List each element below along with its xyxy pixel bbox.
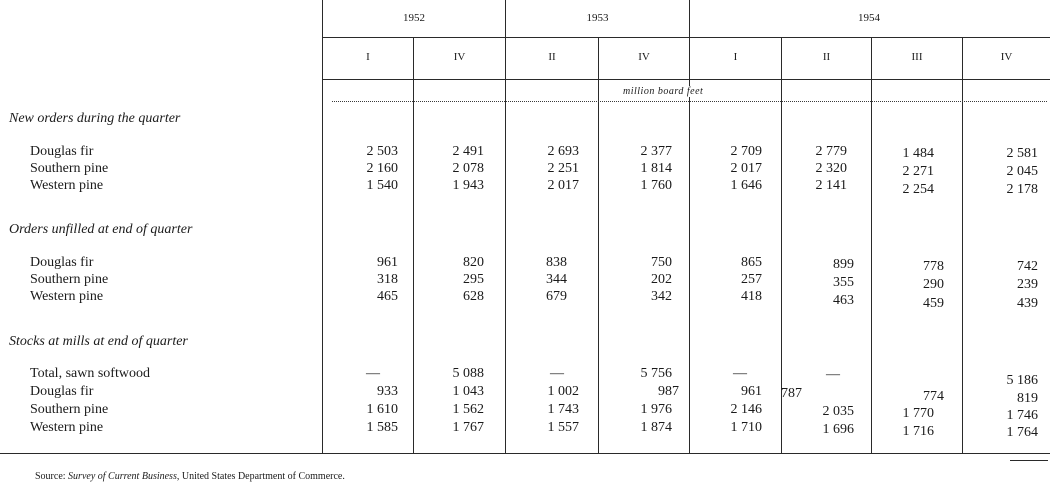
table-cell: 2 503 <box>366 144 398 159</box>
quarter-header: II <box>822 51 831 63</box>
table-cell: 838 <box>546 255 567 270</box>
row-label: Douglas fir <box>30 144 94 159</box>
table-cell: 2 017 <box>730 161 762 176</box>
table-cell: 628 <box>463 289 484 304</box>
table-cell: 2 251 <box>547 161 579 176</box>
year-header-rule <box>322 37 1050 38</box>
unit-label: million board feet <box>618 86 708 97</box>
table-cell: 342 <box>651 289 672 304</box>
table-cell: 865 <box>741 255 762 270</box>
table-cell: 1 943 <box>452 178 484 193</box>
table-cell: 2 078 <box>452 161 484 176</box>
table-cell: 820 <box>463 255 484 270</box>
row-label: Western pine <box>30 289 104 304</box>
table-cell: 2 271 <box>902 164 934 179</box>
table-cell: — <box>826 367 840 382</box>
table-cell: 750 <box>651 255 672 270</box>
table-cell: 318 <box>377 272 398 287</box>
quarter-header: III <box>911 51 923 63</box>
table-cell: 257 <box>741 272 762 287</box>
row-label: Southern pine <box>30 402 109 417</box>
table-cell: 1 976 <box>640 402 672 417</box>
table-cell: 1 743 <box>547 402 579 417</box>
table-cell: 1 540 <box>366 178 398 193</box>
table-cell: 2 254 <box>902 182 934 197</box>
table-cell: 2 693 <box>547 144 579 159</box>
table-cell: 2 779 <box>815 144 847 159</box>
table-cell: 679 <box>546 289 567 304</box>
table-cell: — <box>366 366 380 381</box>
table-cell: 933 <box>377 384 398 399</box>
table-cell: 2 035 <box>822 404 854 419</box>
table-cell: 1 696 <box>822 422 854 437</box>
table-cell: 1 710 <box>730 420 762 435</box>
table-cell: 295 <box>463 272 484 287</box>
table-cell: 344 <box>546 272 567 287</box>
section-title: New orders during the quarter <box>9 111 181 126</box>
table-cell: 2 045 <box>1006 164 1038 179</box>
table-cell: 2 581 <box>1006 146 1038 161</box>
row-label: Southern pine <box>30 161 109 176</box>
table-cell: 961 <box>741 384 762 399</box>
table-cell: 2 377 <box>640 144 672 159</box>
table-cell: 1 585 <box>366 420 398 435</box>
table-cell: 1 764 <box>1006 425 1038 440</box>
table-cell: 418 <box>741 289 762 304</box>
quarter-header-rule <box>322 79 1050 80</box>
source-publication: Survey of Current Business <box>68 471 177 482</box>
table-cell: 1 562 <box>452 402 484 417</box>
table-cell: 1 646 <box>730 178 762 193</box>
quarter-header: I <box>366 51 370 63</box>
table-cell: 1 767 <box>452 420 484 435</box>
table-cell: 2 017 <box>547 178 579 193</box>
table-cell: 1 814 <box>640 161 672 176</box>
table-cell: 1 874 <box>640 420 672 435</box>
table-cell: 459 <box>923 296 944 311</box>
source-suffix: , United States Department of Commerce. <box>176 471 345 482</box>
table-cell: 2 491 <box>452 144 484 159</box>
table-cell: 2 320 <box>815 161 847 176</box>
table-cell: 1 610 <box>366 402 398 417</box>
table-cell: 1 484 <box>902 146 934 161</box>
year-header: 1954 <box>858 12 880 24</box>
section-title: Stocks at mills at end of quarter <box>9 334 188 349</box>
table-cell: 2 146 <box>730 402 762 417</box>
table-cell: 961 <box>377 255 398 270</box>
table-cell: 742 <box>1017 259 1038 274</box>
table-cell: 5 186 <box>1006 373 1038 388</box>
table-cell: 2 160 <box>366 161 398 176</box>
table-cell: 239 <box>1017 277 1038 292</box>
quarter-header: I <box>733 51 738 63</box>
row-label: Western pine <box>30 420 104 435</box>
table-bottom-rule <box>0 453 1050 454</box>
table-cell: 1 716 <box>902 424 934 439</box>
table-cell: 778 <box>923 259 944 274</box>
end-rule <box>1010 460 1048 461</box>
table-cell: 355 <box>833 275 854 290</box>
table-cell: 1 002 <box>547 384 579 399</box>
table-cell: 1 770 <box>902 406 934 421</box>
table-cell: 465 <box>377 289 398 304</box>
table-cell: 5 088 <box>452 366 484 381</box>
table-cell: — <box>733 366 747 381</box>
source-prefix: Source: <box>35 471 69 482</box>
year-header: 1952 <box>403 12 425 24</box>
table-cell: 987 <box>658 384 679 399</box>
table-cell: 2 141 <box>815 178 847 193</box>
quarter-header: IV <box>453 51 466 63</box>
row-label: Total, sawn softwood <box>30 366 150 381</box>
row-label: Douglas fir <box>30 384 94 399</box>
table-cell: 774 <box>923 389 944 404</box>
table-cell: 787 <box>781 386 802 401</box>
table-cell: — <box>550 366 564 381</box>
table-cell: 2 709 <box>730 144 762 159</box>
table-cell: 202 <box>651 272 672 287</box>
quarter-header: IV <box>1000 51 1013 63</box>
table-cell: 290 <box>923 277 944 292</box>
section-title: Orders unfilled at end of quarter <box>9 222 193 237</box>
table-cell: 5 756 <box>640 366 672 381</box>
table-cell: 2 178 <box>1006 182 1038 197</box>
table-cell: 463 <box>833 293 854 308</box>
table-cell: 819 <box>1017 391 1038 406</box>
row-label: Western pine <box>30 178 104 193</box>
year-header: 1953 <box>586 12 609 24</box>
row-label: Douglas fir <box>30 255 94 270</box>
table-cell: 1 557 <box>547 420 579 435</box>
quarter-header: IV <box>638 51 650 63</box>
table-cell: 1 746 <box>1006 408 1038 423</box>
table-cell: 1 760 <box>640 178 672 193</box>
table-cell: 1 043 <box>452 384 484 399</box>
table-cell: 439 <box>1017 296 1038 311</box>
row-label: Southern pine <box>30 272 109 287</box>
table-cell: 899 <box>833 257 854 272</box>
source-note <box>35 471 345 482</box>
quarter-header: II <box>548 51 556 63</box>
